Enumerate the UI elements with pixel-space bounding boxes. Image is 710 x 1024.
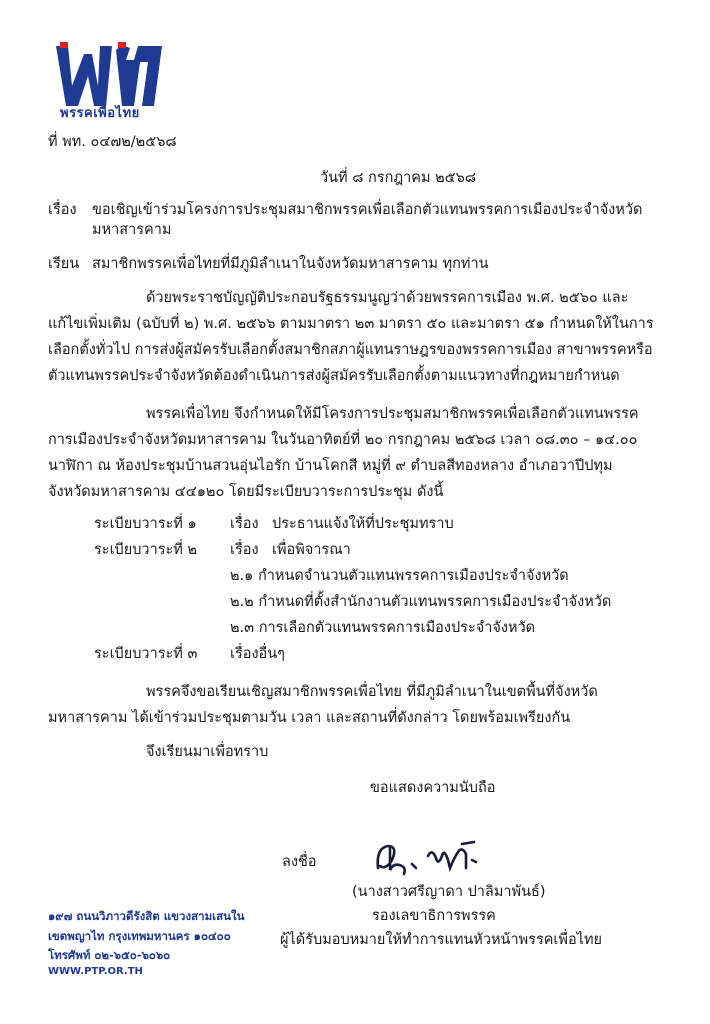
paragraph-2-line: จังหวัดมหาสารคาม ๔๔๑๒๐ โดยมีระเบียบวาระการประชุม ดังนี้ — [48, 484, 444, 500]
paragraph-1-line: ด้วยพระราชบัญญัติประกอบรัฐธรรมนูญว่าด้วยพรรคการเมือง พ.ศ. ๒๕๖๐ และ — [146, 290, 629, 306]
paragraph-3-line: มหาสารคาม ได้เข้าร่วมประชุมตามวัน เวลา และสถานที่ดังกล่าว โดยพร้อมเพรียงกัน — [48, 710, 571, 726]
party-logo — [50, 36, 180, 126]
agenda-item-label: เรื่อง — [230, 542, 259, 558]
document-reference: ที่ พท. ๐๔๗๒/๒๕๖๘ — [48, 134, 177, 150]
agenda-item-label: เรื่องอื่นๆ — [230, 646, 285, 662]
agenda-item-number: ระเบียบวาระที่ ๒ — [94, 542, 198, 558]
party-wordmark: พรรคเพื่อไทย — [60, 106, 140, 121]
subject-line-1: ขอเชิญเข้าร่วมโครงการประชุมสมาชิกพรรคเพื่อเลือกตัวแทนพรรคการเมืองประจำจังหวัด — [92, 202, 643, 218]
handwritten-signature-icon — [370, 834, 500, 884]
footer-website-link[interactable]: WWW.PTP.OR.TH — [48, 966, 143, 977]
paragraph-3-line: พรรคจึงขอเรียนเชิญสมาชิกพรรคเพื่อไทย ที่มีภูมิลำเนาในเขตพื้นที่จังหวัด — [146, 684, 598, 700]
paragraph-1-line: ตัวแทนพรรคประจำจังหวัดต้องดำเนินการส่งผู้สมัครรับเลือกตั้งตามแนวทางที่กฎหมายกำหนด — [48, 368, 620, 384]
sub-agenda-item: ๒.๓ การเลือกตัวแทนพรรคการเมืองประจำจังหวัด — [230, 620, 536, 636]
subject-line-2: มหาสารคาม — [92, 222, 172, 238]
footer-phone: โทรศัพท์ ๐๒-๖๕๐-๖๐๖๐ — [48, 948, 171, 962]
agenda-item-text: เพื่อพิจารณา — [272, 542, 351, 558]
sub-agenda-item: ๒.๒ กำหนดที่ตั้งสำนักงานตัวแทนพรรคการเมืองประจำจังหวัด — [230, 594, 612, 610]
sign-label: ลงชื่อ — [282, 854, 317, 870]
regards-text: ขอแสดงความนับถือ — [370, 780, 496, 796]
agenda-item-text: ประธานแจ้งให้ที่ประชุมทราบ — [272, 516, 454, 532]
paragraph-1-line: แก้ไขเพิ่มเติม (ฉบับที่ ๒) พ.ศ. ๒๕๖๖ ตามมาตรา ๒๓ มาตรา ๕๐ และมาตรา ๕๑ กำหนดให้ในการ — [48, 316, 654, 332]
paragraph-1-line: เลือกตั้งทั่วไป การส่งผู้สมัครรับเลือกตั้งสมาชิกสภาผู้แทนราษฎรของพรรคการเมือง สาขาพรรคหรือ — [48, 342, 653, 358]
recipient-text: สมาชิกพรรคเพื่อไทยที่มีภูมิลำเนาในจังหวัดมหาสารคาม ทุกท่าน — [92, 256, 489, 272]
agenda-item-label: เรื่อง — [230, 516, 259, 532]
paragraph-2-line: นาฬิกา ณ ห้องประชุมบ้านสวนอุ่นไอรัก บ้านโคกสี หมู่ที่ ๙ ตำบลสีทองหลาง อำเภอวาปีปทุม — [48, 458, 613, 474]
footer-address-line-1: ๑๙๗ ถนนวิภาวดีรังสิต แขวงสามเสนใน — [48, 909, 245, 923]
signatory-title-1: รองเลขาธิการพรรค — [372, 908, 496, 924]
paragraph-2-line: พรรคเพื่อไทย จึงกำหนดให้มีโครงการประชุมสมาชิกพรรคเพื่อเลือกตัวแทนพรรค — [146, 406, 639, 422]
sub-agenda-item: ๒.๑ กำหนดจำนวนตัวแทนพรรคการเมืองประจำจังหวัด — [230, 568, 569, 584]
agenda-item-number: ระเบียบวาระที่ ๑ — [94, 516, 197, 532]
signatory-name: (นางสาวศรีญาดา ปาลิมาพันธ์) — [352, 884, 546, 900]
document-date: วันที่ ๘ กรกฎาคม ๒๕๖๘ — [320, 170, 477, 186]
signatory-title-2: ผู้ได้รับมอบหมายให้ทำการแทนหัวหน้าพรรคเพื่อไทย — [280, 932, 603, 948]
footer-address-line-2: เขตพญาไท กรุงเทพมหานคร ๑๐๔๐๐ — [48, 929, 231, 943]
closing-request: จึงเรียนมาเพื่อทราบ — [146, 744, 269, 760]
paragraph-2-line: การเมืองประจำจังหวัดมหาสารคาม ในวันอาทิตย์ที่ ๒๐ กรกฎาคม ๒๕๖๘ เวลา ๐๘.๓๐ – ๑๔.๐๐ — [48, 432, 638, 448]
agenda-item-number: ระเบียบวาระที่ ๓ — [94, 646, 198, 662]
subject-label: เรื่อง — [48, 202, 77, 218]
recipient-label: เรียน — [48, 256, 80, 272]
